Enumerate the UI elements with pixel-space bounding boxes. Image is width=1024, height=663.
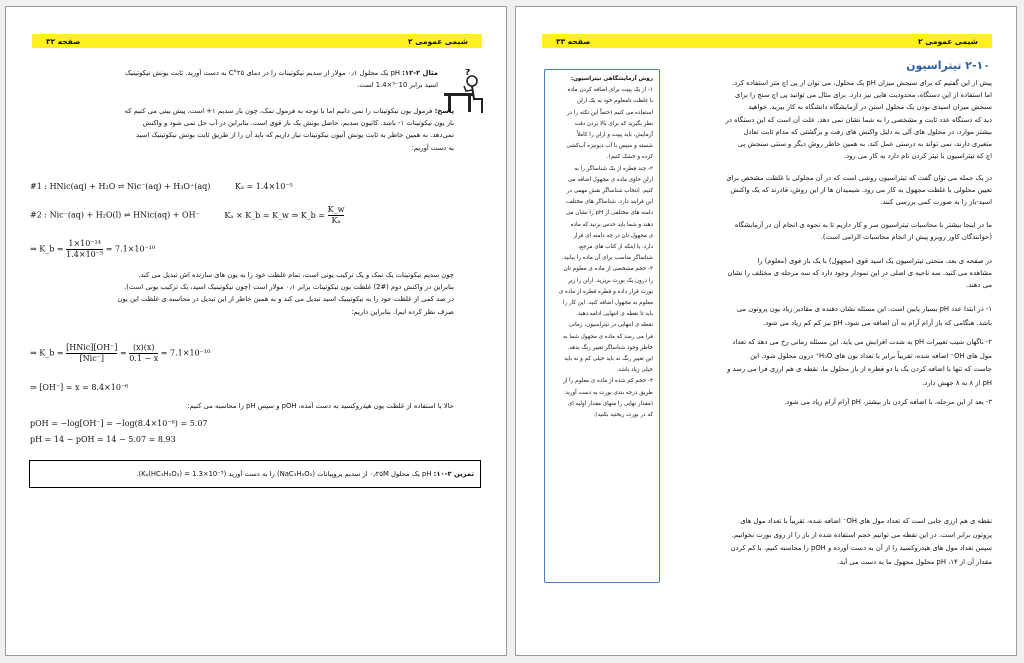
equation-3: ⇒ K_b = $\frac{\text{1×10⁻¹⁴}}{\text{1.4×10⁻⁵}}$ = 7.1×10⁻¹⁰ <box>30 239 156 259</box>
sidebar-line: ۱- از یک پیپت برای اضافه کردن ماده <box>567 87 653 94</box>
sidebar-line: استفاده می کنیم (حتماً این نکته را در <box>566 109 653 116</box>
answer-block <box>36 105 454 154</box>
answer-line-4: به دست آوریم: <box>411 143 454 152</box>
page-33 <box>515 6 1017 656</box>
sidebar-line: شناساگر مناسب برای آن ماده را بیابید. <box>562 255 653 262</box>
exercise-box <box>29 460 481 488</box>
exercise-text: pH یک محلول ۰٫۲۵M از سدیم پروپیانات (NaC₃H₅O₂) را به دست آورید (Kₐ(HC₃H₅O₂) = 1.3×10⁻⁵). <box>136 470 432 478</box>
sidebar-line: نقطه ی انتهایی در تیتراسیون، زمانی <box>568 322 653 329</box>
sidebar-line: این فرایند دارد. شناساگر های مختلف، <box>565 199 653 206</box>
example-label: مثال ۲-۱۲: <box>402 69 438 77</box>
sidebar-line: فرا می رسد که ماده ی مجهول شما به <box>562 333 653 340</box>
answer-label: پاسخ: <box>434 107 454 115</box>
sidebar-line: آزمایش، باید پیپت و ارلن را کاملاً <box>576 132 653 139</box>
equation-7: pH = 14 − pOH = 14 − 5.07 = 8.93 <box>30 435 176 444</box>
header-page-number: صفحه ۳۲ <box>46 36 81 46</box>
lab-method-sidebar <box>544 69 660 583</box>
sidebar-line: ۴- حجم کم شده از ماده ی معلوم را از <box>563 378 653 385</box>
sidebar-line: دارد. یا اینکه از کتاب های مرجع، <box>578 244 653 251</box>
sidebar-line: خیلی زیاد باشد. <box>616 367 653 374</box>
equation-6: pOH = −log[OH⁻] = −log(8.4×10⁻⁶) = 5.07 <box>30 419 208 428</box>
sidebar-line: معلوم به مجهول اضافه کنید. این کار را <box>562 300 653 307</box>
equation-5: ⇒ [OH⁻] = x = 8.4×10⁻⁶ <box>30 383 129 392</box>
sidebar-line: را درون یک بورت بریزید. ارلن را زیر <box>567 277 653 284</box>
equation-1: #1 : HNic(aq) + H₂O ⇌ Nic⁻(aq) + H₃O⁺(aq) Kₐ = 1.4×10⁻⁵ <box>30 182 293 191</box>
sidebar-line: شسته و سپس با آب دیونیزه آب‌کشی <box>566 143 653 150</box>
sidebar-line: (مقدار نهایی را منهای مقدار اولیه ای <box>567 400 653 407</box>
equation-4: ⇒ K_b = $\frac{\text{[HNic][OH⁻]}}{\text{[Nic⁻]}}$ = $\frac{(x)(x)}{0.1 - x}$ = 7.1×10⁻¹⁰ <box>30 343 211 363</box>
header-title: شیمی عمومی ۲ <box>408 36 468 46</box>
page-32 <box>5 6 507 656</box>
sidebar-line: دهند و شما باید حدس بزنید که ماده <box>570 221 653 228</box>
sidebar-line: باید تا نقطه ی انتهایی ادامه دهید. <box>576 311 653 318</box>
sidebar-line: ۳- حجم مشخصی از ماده ی معلوم تان <box>563 266 653 273</box>
regions-list: ۱- در ابتدا عدد pH بسیار پایین است. این مسئله نشان دهنده ی مقادیر زیاد یون پروتون می باشد. هنگامی که باز آرام آرام به آن اضافه می شود، pH نیز کم کم زیاد می شود. ۲- ناگهان شیب تغییرات pH به شدت افزایش می یابد. این مسئله زمانی رخ می دهد که تعداد مول های OH⁻ اضافه شده، تقریباً برابر با تعداد یون های H₃O⁺ درون محلول شود. این جاست که تنها با اضافه کردن یک یا دو قطره از باز محلول ما، نقطه ی هم ارزی فرا می رسد و pH از ۸ به ۸ جهش دارد. ۳- بعد از این مرحله، با اضافه کردن باز بیشتر، pH آرام آرام زیاد می شود. <box>727 305 992 406</box>
sidebar-line: که در بورت ریختید بکنید). <box>593 412 653 419</box>
sidebar-line: ارلن حاوی ماده ی مجهول اضافه می <box>567 176 653 183</box>
answer-line-3: نمی‌دهد. به همین خاطر به ثابت یونش آنیون نیکوتینات نیاز داریم که باید آن را از طریق ثابت یونش نیکوتینیک اسید <box>136 131 454 140</box>
intro-paragraph: پیش از این گفتیم که برای سنجش میزان pH یک محلول، می توان از پی اچ متر استفاده کرد. اما استفاده از این دستگاه، محدودیت هایی نیز دارد. برای مثال می توانید پی اچ سنج را برای سنجش میزان اسیدی بودن یک محلول استن در آزمایشگاه دانشگاه به کار ببرید. خواهید دید که دستگاه عدد ثابت و مشخصی را به شما نشان نمی دهد. علت آن است که این دستگاه در بیشتر موارد، در محلول های آلی به دلیل واکنش های رفت و برگشتی که مدام ثابت تعادل متغیری دارند، نمی تواند به درستی عمل کند. به همین خاطر روش دیگر و سنتی سنجش پی اچ که تیتراسیون یا تیتر کردن نام دارد به کار می رود. <box>725 79 992 161</box>
equivalence-paragraph: نقطه ی هم ارزی جایی است که تعداد مول های OH⁻ اضافه شده، تقریباً با تعداد مول های پروتون برابر است. در این نقطه می توانیم حجم استفاده شده از باز را از روی بورت بخوانیم. سپس تعداد مول های هیدروکسید را از آن به دست آورده و pOH را محاسبه کنیم. با کم کردن مقدار آن از ۱۴، pH محلول مجهول ما به دست می آید. <box>730 517 992 566</box>
example-line-1: pH یک محلول ۰٫۱ مولار از سدیم نیکوتینات را در دمای C°۲۵ به دست آورید. ثابت یونش نیکوتینیک <box>124 69 400 77</box>
exercise-label: تمرین ۲-۱۰: <box>433 470 474 478</box>
answer-line-2: بار یون نیکوتینات ۱- باشد. کاتیون سدیم، حاصل یونش یک باز قوی است. بنابراین در آب حل نمی شود و واکنش <box>142 119 454 128</box>
sidebar-title: روش آزمایشگاهی تیتراسیون: <box>570 76 653 82</box>
paragraph-3: حالا با استفاده از غلظت یون هیدروکسید به دست آمده، pOH و سپس pH را محاسبه می کنیم: <box>187 402 454 410</box>
sidebar-line: ی مجهول تان در چه دامنه ای قرار <box>573 232 653 239</box>
example-line-2: اسید برابر 10⁻⁵×1.4 است. <box>357 81 438 90</box>
header-page-number: صفحه ۳۳ <box>556 36 591 46</box>
calc-paragraph: ما در اینجا بیشتر با محاسبات تیتراسیون سر و کار داریم تا به نحوه ی انجام آن در آزمایشگاه (خوانندگان کاور روبرو پیش از انجام محاسبات الزامی است). <box>734 221 992 242</box>
sidebar-line: کرده و خشک کنیم). <box>606 154 653 161</box>
sidebar-line: کنیم. انتخاب شناساگر نقش مهمی در <box>566 188 653 195</box>
page-header <box>32 34 482 48</box>
sidebar-line: طریق درجه بندی بورت به دست آورید <box>565 389 653 396</box>
svg-text:?: ? <box>465 69 471 78</box>
sidebar-line: بورت قرار داده و قطره قطره از ماده ی <box>558 288 653 295</box>
curve-paragraph: در صفحه ی بعد، منحنی تیتراسیون یک اسید قوی (مجهول) با یک باز قوی (معلوم) را مشاهده می کنید. سه ناحیه ی اصلی در این نمودار وجود دارد که سه مرحله ی مختلف را نشان می دهند. <box>727 257 992 290</box>
equation-2: #2 : Nic⁻(aq) + H₂O(l) ⇌ HNic(aq) + OH⁻ Kₐ × K_b = K_w ⇒ K_b = $\frac{K\_w}{\text{Kₐ}}$ <box>30 205 345 225</box>
sidebar-line: دامنه های مختلفی از pH را نشان می <box>565 210 653 217</box>
header-title: شیمی عمومی ۲ <box>918 36 978 46</box>
sidebar-line: ۲- چند قطره از یک شناساگر را به <box>574 165 653 172</box>
sidebar-line: با غلظت نامعلوم خود به یک ارلن <box>576 98 653 105</box>
sidebar-line: نظر بگیرید که برای بالا بردن دقت <box>574 120 653 127</box>
sidebar-line: خاطر وجود شناساگر تغییر رنگ بدهد. <box>567 344 653 351</box>
answer-line-1: فرمول یون نیکوتینات را نمی دانیم اما با توجه به فرمول نمک، چون بار سدیم ۱+ است، پیش بینی می کنیم که <box>124 107 433 115</box>
page-header <box>542 34 992 48</box>
example-block <box>36 67 438 91</box>
paragraph-2: چون سدیم نیکوتینات یک نمک و یک ترکیب یونی است، تمام غلظت خود را به یون های سازنده اش تبدیل می کند. بنابراین در واکنش دوم (#2) غلظت یون نیکوتینات برابر ۰٫۱ مولار است (چون نیکوتینیک اسید، یک ترکیب یونی است). در صد کمی از غلظت خود را به نیکوتینیک اسید تبدیل می کند و به همین خاطر از این تبدیل در محاسبه ی غلظت این یون صرف نظر کرده ایم). بنابراین داریم: <box>117 271 454 316</box>
sidebar-line: این تغییر رنگ نه باید خیلی کم و نه باید <box>564 356 653 363</box>
definition-paragraph: در یک جمله می توان گفت که تیتراسیون روشی است که در آن محلولی با غلظت مشخص برای تعیین محلولی با غلظت مجهول به کار می رود. شیمیدان ها از این روش، قادرند که یک واکنش اسید-باز را به صورت کمی بررسی کنند. <box>726 174 992 207</box>
section-title: ۲-۱۰ تیتراسیون <box>906 59 990 72</box>
